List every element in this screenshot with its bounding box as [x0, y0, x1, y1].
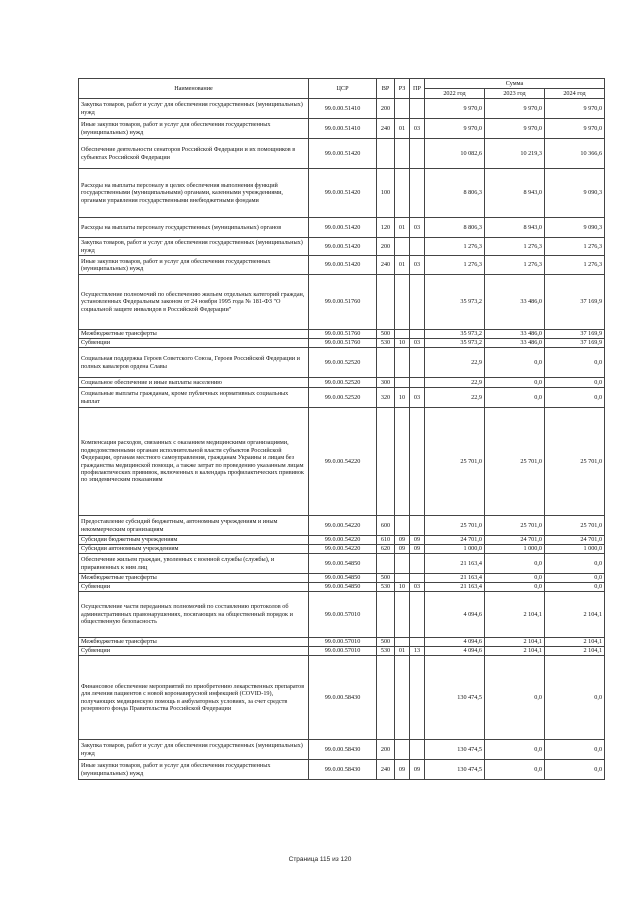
header-year-2023: 2023 год	[485, 89, 545, 99]
cell-sum-2024: 25 701,0	[545, 408, 605, 516]
header-csr: ЦСР	[309, 79, 377, 99]
cell-sum-2022: 21 163,4	[425, 554, 485, 574]
cell-csr: 99.0.00.58430	[309, 760, 377, 780]
cell-vr	[377, 139, 395, 169]
cell-sum-2022: 1 000,0	[425, 545, 485, 554]
cell-sum-2022: 21 163,4	[425, 583, 485, 592]
cell-vr: 500	[377, 638, 395, 647]
cell-pr	[410, 638, 425, 647]
table-row	[79, 330, 605, 339]
cell-vr: 530	[377, 339, 395, 348]
cell-vr: 320	[377, 388, 395, 408]
cell-vr	[377, 348, 395, 378]
cell-pr	[410, 139, 425, 169]
cell-sum-2022: 4 094,6	[425, 647, 485, 656]
cell-sum-2024: 0,0	[545, 656, 605, 740]
cell-name: Закупка товаров, работ и услуг для обеспечения государственных (муниципальных) нужд	[79, 99, 309, 119]
cell-rz	[395, 348, 410, 378]
cell-csr: 99.0.00.52520	[309, 378, 377, 388]
cell-sum-2022: 24 701,0	[425, 536, 485, 545]
cell-pr	[410, 554, 425, 574]
cell-sum-2024: 0,0	[545, 554, 605, 574]
table-row	[79, 169, 605, 218]
cell-sum-2024: 10 366,6	[545, 139, 605, 169]
cell-csr: 99.0.00.54220	[309, 408, 377, 516]
cell-csr: 99.0.00.51760	[309, 275, 377, 330]
table-row	[79, 545, 605, 554]
table-row	[79, 647, 605, 656]
cell-vr: 620	[377, 545, 395, 554]
cell-sum-2023: 25 701,0	[485, 516, 545, 536]
cell-pr: 03	[410, 256, 425, 275]
table-row	[79, 656, 605, 740]
cell-rz	[395, 656, 410, 740]
cell-sum-2022: 21 163,4	[425, 574, 485, 583]
cell-sum-2023: 0,0	[485, 760, 545, 780]
cell-sum-2024: 9 090,3	[545, 218, 605, 238]
cell-pr: 03	[410, 339, 425, 348]
cell-sum-2023: 10 219,3	[485, 139, 545, 169]
cell-sum-2023: 0,0	[485, 388, 545, 408]
cell-sum-2022: 130 474,5	[425, 656, 485, 740]
header-name: Наименование	[79, 79, 309, 99]
budget-table	[78, 78, 605, 780]
cell-rz	[395, 378, 410, 388]
cell-rz: 09	[395, 545, 410, 554]
cell-csr: 99.0.00.58430	[309, 656, 377, 740]
cell-sum-2022: 22,9	[425, 388, 485, 408]
cell-name: Осуществление части переданных полномочий по составлению протоколов об административных правонарушениях, посягающих на общественный порядок и общественную безопасность	[79, 592, 309, 638]
cell-name: Межбюджетные трансферты	[79, 638, 309, 647]
cell-rz: 01	[395, 256, 410, 275]
cell-sum-2022: 1 276,3	[425, 238, 485, 256]
cell-name: Субвенции	[79, 647, 309, 656]
cell-sum-2023: 2 104,1	[485, 647, 545, 656]
cell-sum-2024: 1 276,3	[545, 256, 605, 275]
cell-csr: 99.0.00.51420	[309, 256, 377, 275]
cell-sum-2024: 2 104,1	[545, 592, 605, 638]
table-row	[79, 554, 605, 574]
cell-pr: 09	[410, 536, 425, 545]
cell-sum-2022: 25 701,0	[425, 408, 485, 516]
cell-name: Расходы на выплаты персоналу государственных (муниципальных) органов	[79, 218, 309, 238]
cell-csr: 99.0.00.54850	[309, 554, 377, 574]
cell-sum-2024: 2 104,1	[545, 638, 605, 647]
cell-csr: 99.0.00.54220	[309, 545, 377, 554]
cell-sum-2023: 0,0	[485, 656, 545, 740]
cell-sum-2023: 2 104,1	[485, 592, 545, 638]
cell-sum-2022: 9 970,0	[425, 99, 485, 119]
cell-csr: 99.0.00.54850	[309, 574, 377, 583]
cell-rz: 01	[395, 647, 410, 656]
cell-vr: 530	[377, 583, 395, 592]
cell-sum-2024: 9 090,3	[545, 169, 605, 218]
cell-rz	[395, 169, 410, 218]
cell-pr: 09	[410, 545, 425, 554]
page-number: Страница 115 из 120	[288, 856, 352, 863]
cell-vr: 100	[377, 169, 395, 218]
cell-sum-2022: 9 970,0	[425, 119, 485, 139]
cell-vr: 240	[377, 119, 395, 139]
cell-vr: 200	[377, 99, 395, 119]
cell-sum-2024: 0,0	[545, 378, 605, 388]
cell-sum-2023: 0,0	[485, 378, 545, 388]
cell-name: Иные закупки товаров, работ и услуг для обеспечения государственных (муниципальных) нужд	[79, 760, 309, 780]
cell-rz	[395, 740, 410, 760]
cell-rz	[395, 408, 410, 516]
cell-csr: 99.0.00.51420	[309, 238, 377, 256]
cell-name: Межбюджетные трансферты	[79, 330, 309, 339]
table-row	[79, 378, 605, 388]
cell-name: Субвенции	[79, 339, 309, 348]
table-row	[79, 574, 605, 583]
cell-vr: 300	[377, 378, 395, 388]
cell-csr: 99.0.00.51760	[309, 330, 377, 339]
cell-sum-2023: 33 486,0	[485, 275, 545, 330]
cell-pr: 13	[410, 647, 425, 656]
table-row	[79, 388, 605, 408]
cell-vr: 200	[377, 740, 395, 760]
cell-csr: 99.0.00.57010	[309, 647, 377, 656]
cell-pr: 03	[410, 218, 425, 238]
table-row	[79, 583, 605, 592]
cell-vr	[377, 408, 395, 516]
cell-sum-2023: 0,0	[485, 554, 545, 574]
cell-sum-2023: 24 701,0	[485, 536, 545, 545]
cell-pr	[410, 408, 425, 516]
cell-csr: 99.0.00.51420	[309, 139, 377, 169]
cell-csr: 99.0.00.54850	[309, 583, 377, 592]
cell-name: Субвенции	[79, 583, 309, 592]
cell-sum-2022: 35 973,2	[425, 275, 485, 330]
header-year-2024: 2024 год	[545, 89, 605, 99]
cell-sum-2022: 1 276,3	[425, 256, 485, 275]
cell-sum-2023: 33 486,0	[485, 339, 545, 348]
cell-vr	[377, 592, 395, 638]
cell-rz: 10	[395, 388, 410, 408]
cell-sum-2024: 1 000,0	[545, 545, 605, 554]
cell-name: Закупка товаров, работ и услуг для обеспечения государственных (муниципальных) нужд	[79, 238, 309, 256]
cell-rz	[395, 330, 410, 339]
cell-name: Социальная поддержка Героев Советского Союза, Героев Российской Федерации и полных кавалеров ордена Славы	[79, 348, 309, 378]
cell-name: Субсидии автономным учреждениям	[79, 545, 309, 554]
cell-pr	[410, 330, 425, 339]
cell-pr	[410, 740, 425, 760]
cell-pr	[410, 238, 425, 256]
cell-sum-2023: 0,0	[485, 348, 545, 378]
cell-csr: 99.0.00.54220	[309, 516, 377, 536]
cell-rz: 09	[395, 760, 410, 780]
cell-vr: 500	[377, 330, 395, 339]
header-year-2022: 2022 год	[425, 89, 485, 99]
cell-sum-2022: 35 973,2	[425, 330, 485, 339]
table-row	[79, 592, 605, 638]
cell-csr: 99.0.00.51420	[309, 169, 377, 218]
table-row	[79, 139, 605, 169]
cell-csr: 99.0.00.52520	[309, 348, 377, 378]
cell-name: Обеспечение деятельности сенаторов Российской Федерации и их помощников в субъектах Российской Федерации	[79, 139, 309, 169]
table-row	[79, 238, 605, 256]
header-rz: РЗ	[395, 79, 410, 99]
cell-name: Социальное обеспечение и иные выплаты населению	[79, 378, 309, 388]
cell-sum-2022: 25 701,0	[425, 516, 485, 536]
cell-vr: 240	[377, 760, 395, 780]
cell-sum-2024: 0,0	[545, 388, 605, 408]
cell-sum-2023: 0,0	[485, 740, 545, 760]
cell-name: Осуществление полномочий по обеспечению жильем отдельных категорий граждан, установленных Федеральным законом от 24 ноября 1995 года № 181-ФЗ "О социальной защите инвалидов в Российской Федерации"	[79, 275, 309, 330]
cell-sum-2022: 8 806,3	[425, 218, 485, 238]
cell-sum-2023: 33 486,0	[485, 330, 545, 339]
cell-csr: 99.0.00.54220	[309, 536, 377, 545]
cell-name: Предоставление субсидий бюджетным, автономным учреждениям и иным некоммерческим организациям	[79, 516, 309, 536]
cell-csr: 99.0.00.52520	[309, 388, 377, 408]
cell-sum-2024: 25 701,0	[545, 516, 605, 536]
cell-csr: 99.0.00.58430	[309, 740, 377, 760]
cell-rz: 01	[395, 218, 410, 238]
cell-rz: 10	[395, 583, 410, 592]
cell-pr	[410, 378, 425, 388]
table-row	[79, 339, 605, 348]
cell-name: Обеспечение жильем граждан, уволенных с военной службы (службы), и приравненных к ним лиц	[79, 554, 309, 574]
table-row	[79, 536, 605, 545]
cell-sum-2023: 25 701,0	[485, 408, 545, 516]
cell-pr	[410, 656, 425, 740]
cell-name: Закупка товаров, работ и услуг для обеспечения государственных (муниципальных) нужд	[79, 740, 309, 760]
cell-vr: 500	[377, 574, 395, 583]
cell-pr	[410, 99, 425, 119]
cell-sum-2022: 4 094,6	[425, 638, 485, 647]
cell-vr: 530	[377, 647, 395, 656]
cell-name: Субсидии бюджетным учреждениям	[79, 536, 309, 545]
cell-sum-2023: 8 943,0	[485, 218, 545, 238]
cell-rz	[395, 99, 410, 119]
cell-sum-2023: 0,0	[485, 574, 545, 583]
cell-pr: 03	[410, 119, 425, 139]
table-row	[79, 638, 605, 647]
cell-rz	[395, 238, 410, 256]
cell-name: Иные закупки товаров, работ и услуг для обеспечения государственных (муниципальных) нужд	[79, 256, 309, 275]
cell-csr: 99.0.00.57010	[309, 592, 377, 638]
table-row	[79, 99, 605, 119]
cell-pr: 09	[410, 760, 425, 780]
cell-sum-2023: 9 970,0	[485, 119, 545, 139]
cell-rz: 10	[395, 339, 410, 348]
cell-rz	[395, 516, 410, 536]
cell-sum-2024: 37 169,9	[545, 330, 605, 339]
cell-sum-2022: 35 973,2	[425, 339, 485, 348]
cell-rz	[395, 574, 410, 583]
cell-sum-2024: 37 169,9	[545, 339, 605, 348]
cell-name: Финансовое обеспечение мероприятий по приобретению лекарственных препаратов для лечения пациентов с новой коронавирусной инфекцией (COVID-19), получающих медицинскую помощь в амбулаторных условиях, за счет средств резервного фонда Правительства Российской Федерации	[79, 656, 309, 740]
table-row	[79, 218, 605, 238]
cell-sum-2022: 130 474,5	[425, 760, 485, 780]
cell-sum-2024: 0,0	[545, 583, 605, 592]
cell-pr	[410, 574, 425, 583]
cell-sum-2024: 0,0	[545, 574, 605, 583]
cell-vr: 240	[377, 256, 395, 275]
cell-pr: 03	[410, 583, 425, 592]
cell-rz	[395, 554, 410, 574]
cell-sum-2024: 9 970,0	[545, 119, 605, 139]
header-pr: ПР	[410, 79, 425, 99]
cell-csr: 99.0.00.51760	[309, 339, 377, 348]
cell-vr	[377, 554, 395, 574]
cell-sum-2022: 22,9	[425, 378, 485, 388]
cell-sum-2023: 0,0	[485, 583, 545, 592]
cell-sum-2022: 10 082,6	[425, 139, 485, 169]
cell-rz	[395, 638, 410, 647]
cell-sum-2023: 2 104,1	[485, 638, 545, 647]
cell-sum-2024: 2 104,1	[545, 647, 605, 656]
cell-rz	[395, 592, 410, 638]
cell-pr	[410, 348, 425, 378]
cell-csr: 99.0.00.51410	[309, 99, 377, 119]
cell-pr	[410, 275, 425, 330]
cell-name: Межбюджетные трансферты	[79, 574, 309, 583]
cell-sum-2024: 1 276,3	[545, 238, 605, 256]
cell-sum-2022: 22,9	[425, 348, 485, 378]
cell-name: Социальные выплаты гражданам, кроме публичных нормативных социальных выплат	[79, 388, 309, 408]
cell-vr	[377, 656, 395, 740]
table-row	[79, 740, 605, 760]
cell-csr: 99.0.00.51420	[309, 218, 377, 238]
table-row	[79, 516, 605, 536]
cell-vr: 120	[377, 218, 395, 238]
table-body	[79, 99, 605, 780]
table-row	[79, 119, 605, 139]
cell-vr	[377, 275, 395, 330]
cell-csr: 99.0.00.51410	[309, 119, 377, 139]
cell-sum-2024: 9 970,0	[545, 99, 605, 119]
cell-sum-2023: 8 943,0	[485, 169, 545, 218]
cell-rz: 01	[395, 119, 410, 139]
header-sum: Сумма	[425, 79, 605, 89]
header-vr: ВР	[377, 79, 395, 99]
table-row	[79, 408, 605, 516]
cell-sum-2023: 1 000,0	[485, 545, 545, 554]
cell-sum-2024: 37 169,9	[545, 275, 605, 330]
cell-rz	[395, 139, 410, 169]
table-row	[79, 760, 605, 780]
table-row	[79, 256, 605, 275]
cell-sum-2024: 0,0	[545, 740, 605, 760]
cell-sum-2023: 1 276,3	[485, 238, 545, 256]
cell-sum-2024: 24 701,0	[545, 536, 605, 545]
cell-pr	[410, 516, 425, 536]
cell-sum-2022: 8 806,3	[425, 169, 485, 218]
cell-vr: 600	[377, 516, 395, 536]
cell-rz	[395, 275, 410, 330]
cell-csr: 99.0.00.57010	[309, 638, 377, 647]
cell-sum-2023: 1 276,3	[485, 256, 545, 275]
cell-sum-2023: 9 970,0	[485, 99, 545, 119]
cell-sum-2024: 0,0	[545, 760, 605, 780]
table-row	[79, 275, 605, 330]
cell-pr: 03	[410, 388, 425, 408]
table-row	[79, 348, 605, 378]
cell-vr: 610	[377, 536, 395, 545]
cell-pr	[410, 169, 425, 218]
cell-pr	[410, 592, 425, 638]
cell-name: Иные закупки товаров, работ и услуг для обеспечения государственных (муниципальных) нужд	[79, 119, 309, 139]
cell-sum-2022: 4 094,6	[425, 592, 485, 638]
cell-sum-2024: 0,0	[545, 348, 605, 378]
cell-rz: 09	[395, 536, 410, 545]
cell-vr: 200	[377, 238, 395, 256]
cell-name: Расходы на выплаты персоналу в целях обеспечения выполнения функций государственными (муниципальными) органами, казенными учреждениями, органами управления государственными внебюджетными фондами	[79, 169, 309, 218]
cell-sum-2022: 130 474,5	[425, 740, 485, 760]
cell-name: Компенсация расходов, связанных с оказанием медицинскими организациями, подведомственными органам исполнительной власти субъектов Российской Федерации, органам местного самоуправления, гражданам Украины и лицам без гражданства медицинской помощи, а также затрат по проведению указанным лицам профилактических прививок, включенных в календарь профилактических прививок по эпидемическим показаниям	[79, 408, 309, 516]
